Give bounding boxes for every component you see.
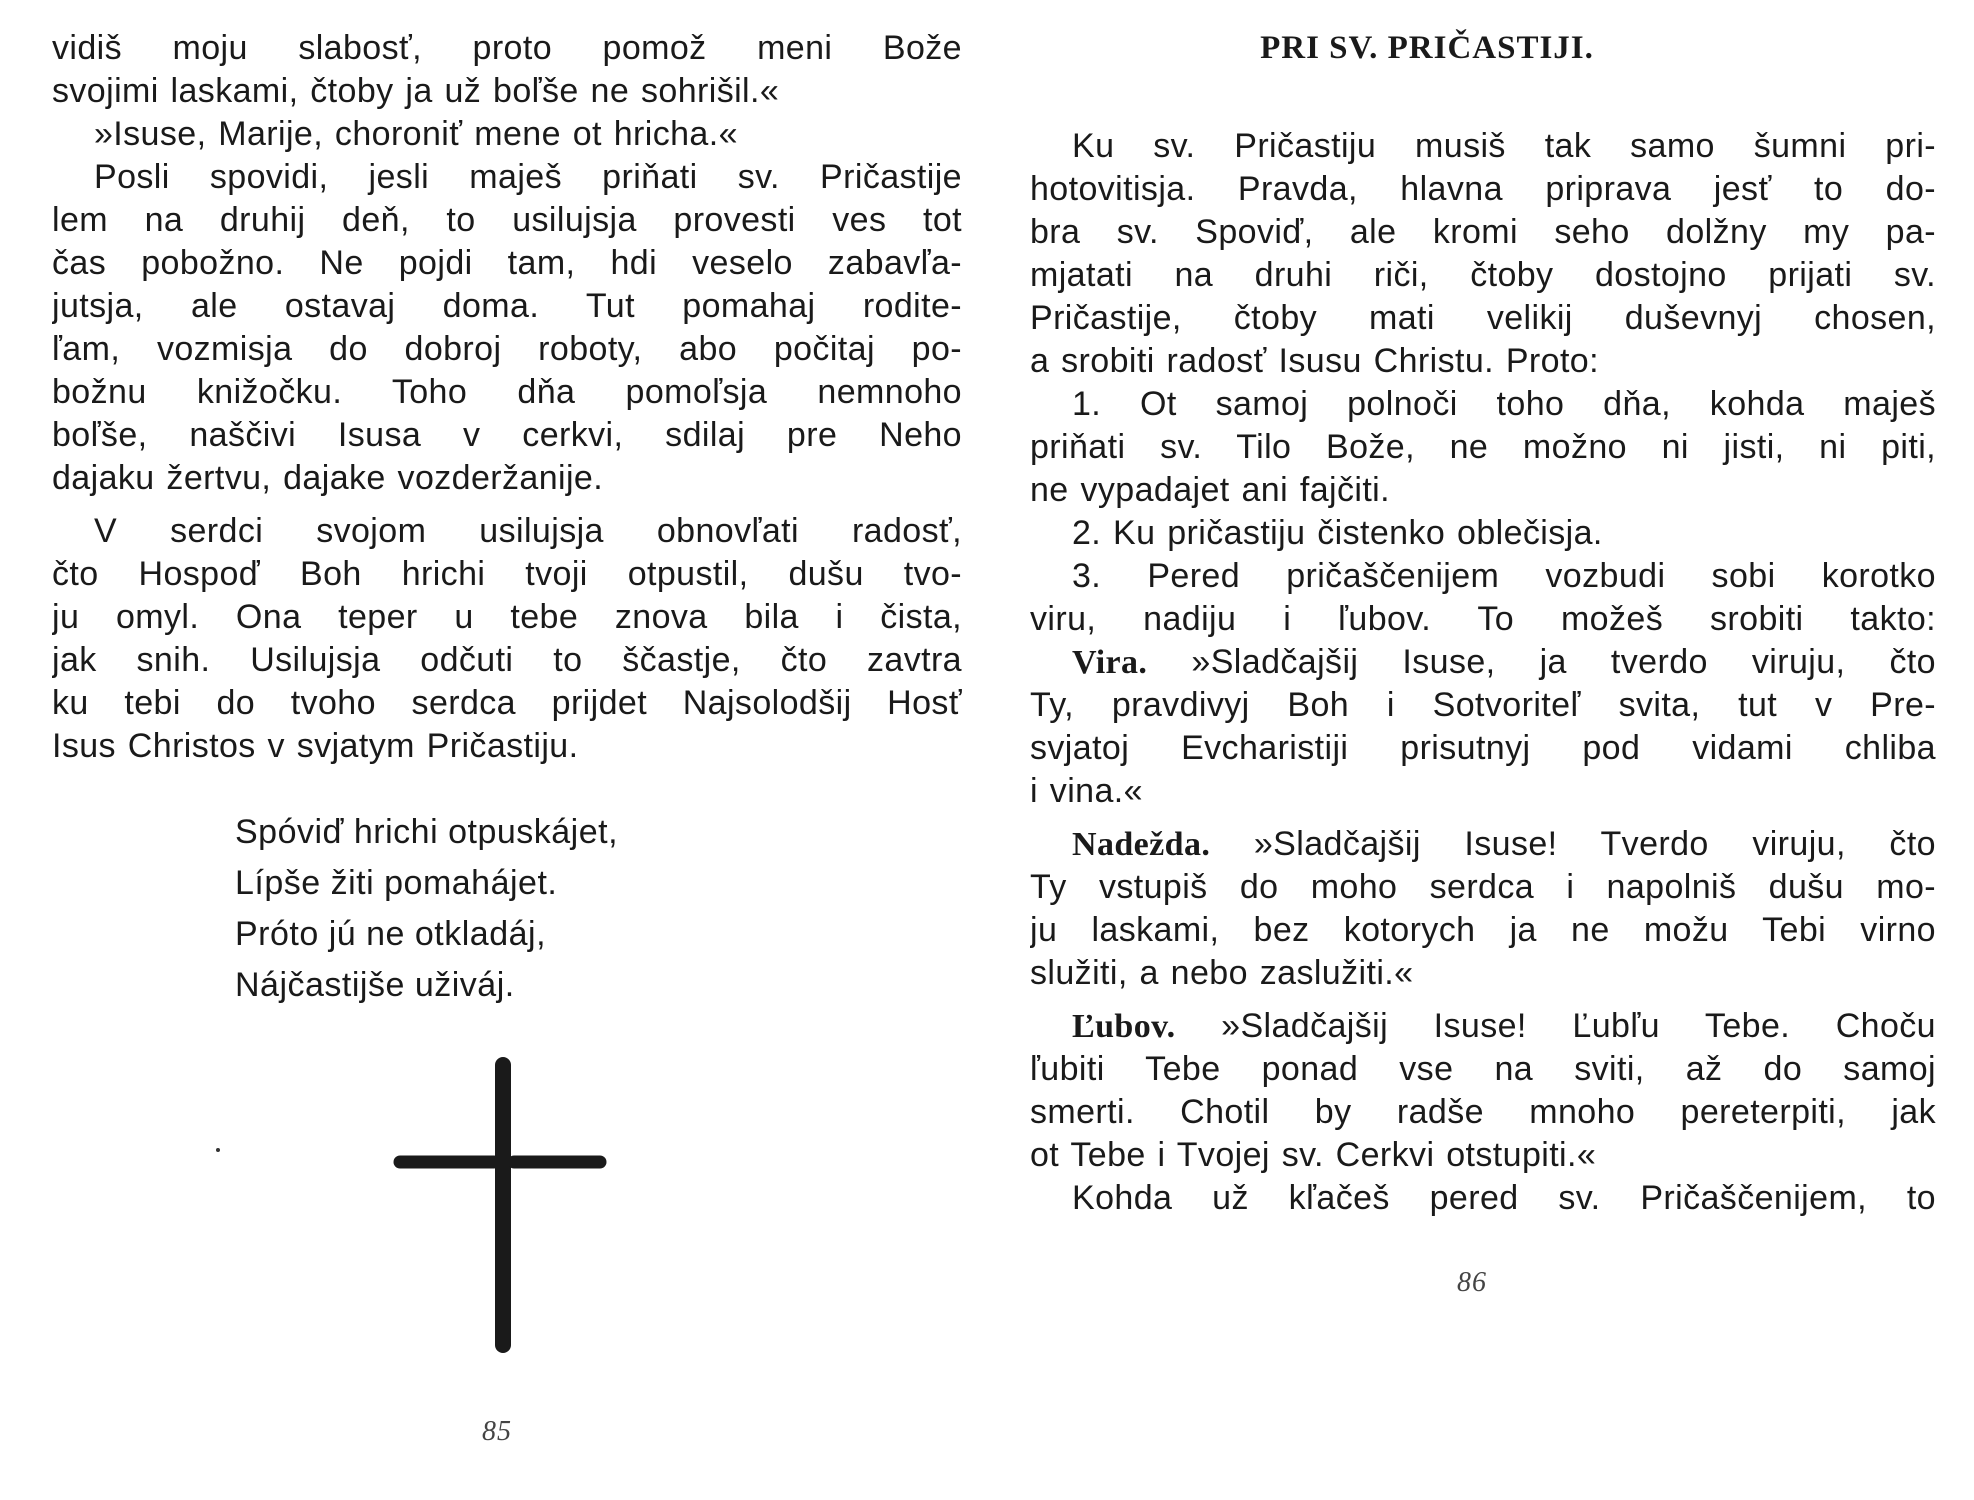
text-line: »Isuse, Marije, choroniť mene ot hricha.« xyxy=(94,115,738,153)
text-line: ku tebi do tvoho serdca prijdet Najsolodšij Hosť xyxy=(52,684,962,722)
right-text-column xyxy=(1030,125,1936,1220)
left-text-column xyxy=(52,27,962,768)
poem-line: Spóviď hrichi otpuskájet, xyxy=(235,813,619,851)
poem-line: Nájčastijše uživáj. xyxy=(235,966,515,1004)
text-line: svjatoj Evcharistiji prisutnyj pod vidami chliba xyxy=(1030,729,1936,767)
text-line: hotovitisja. Pravda, hlavna priprava jesť to do- xyxy=(1030,170,1936,208)
text-fragment: »Sladčajšij Isuse! Tverdo viruju, čto xyxy=(1253,825,1936,863)
text-line: Kohda už kľačeš pered sv. Pričaščenijem, to xyxy=(1072,1179,1936,1217)
text-line: ne vypadajet ani fajčiti. xyxy=(1030,471,1390,509)
text-line: viru, nadiju i ľubov. To možeš srobiti takto: xyxy=(1030,600,1936,638)
text-line: Ty, pravdivyj Boh i Sotvoriteľ svita, tut v Pre- xyxy=(1030,686,1936,724)
text-line: smerti. Chotil by radše mnoho pereterpiti, jak xyxy=(1030,1093,1936,1131)
list-item: 1. Ot samoj polnoči toho dňa, kohda maješ xyxy=(1072,385,1936,423)
text-line: Isus Christos v svjatym Pričastiju. xyxy=(52,727,579,765)
text-line: svojimi laskami, čtoby ja už boľše ne sohrišil.« xyxy=(52,72,780,110)
text-line: Posli spovidi, jesli maješ priňati sv. Pričastije xyxy=(94,158,962,196)
text-line: jutsja, ale ostavaj doma. Tut pomahaj rodite- xyxy=(52,287,962,325)
prayer-label: Vira. xyxy=(1072,644,1148,681)
text-line: ľam, vozmisja do dobroj roboty, abo počitaj po- xyxy=(52,330,962,368)
section-heading: PRI SV. PRIČASTIJI. xyxy=(1260,30,1594,66)
text-line: služiti, a nebo zaslužiti.« xyxy=(1030,954,1414,992)
list-item: 2. Ku pričastiju čistenko oblečisja. xyxy=(1072,514,1603,552)
text-line: Ku sv. Pričastiju musiš tak samo šumni pri- xyxy=(1072,127,1936,165)
text-line: priňati sv. Tilo Bože, ne možno ni jisti, ni piti, xyxy=(1030,428,1936,466)
text-line: boľše, naščivi Isusa v cerkvi, sdilaj pre Neho xyxy=(52,416,962,454)
poem-line: Próto jú ne otkladáj, xyxy=(235,915,547,953)
text-line: a srobiti radosť Isusu Christu. Proto: xyxy=(1030,342,1599,380)
text-line: Ty vstupiš do moho serdca i napolniš dušu mo- xyxy=(1030,868,1936,906)
prayer-label: Nadežda. xyxy=(1072,826,1211,863)
text-line: ot Tebe i Tvojej sv. Cerkvi otstupiti.« xyxy=(1030,1136,1597,1174)
prayer-lubov xyxy=(1030,1005,1936,1048)
text-line: Pričastije, čtoby mati velikij duševnyj chosen, xyxy=(1030,299,1936,337)
text-line: i vina.« xyxy=(1030,772,1143,810)
stray-dot xyxy=(216,1148,220,1152)
prayer-label: Ľubov. xyxy=(1072,1008,1176,1045)
text-line: ju omyl. Ona teper u tebe znova bila i čista, xyxy=(52,598,962,636)
text-line: mjatati na druhi riči, čtoby dostojno prijati sv. xyxy=(1030,256,1936,294)
prayer-vira xyxy=(1030,641,1936,684)
text-line: bra sv. Spoviď, ale kromi seho dolžny my pa- xyxy=(1030,213,1936,251)
text-fragment: »Sladčajšij Isuse! Ľubľu Tebe. Choču xyxy=(1221,1007,1936,1045)
page-number: 85 xyxy=(482,1416,512,1447)
page-number: 86 xyxy=(1457,1267,1487,1298)
text-line: lem na druhij deň, to usilujsja provesti ves tot xyxy=(52,201,962,239)
text-line: božnu knižočku. Toho dňa pomoľsja nemnoho xyxy=(52,373,962,411)
text-line: ju laskami, bez kotorych ja ne možu Tebi virno xyxy=(1030,911,1936,949)
text-fragment: »Sladčajšij Isuse, ja tverdo viruju, čto xyxy=(1191,643,1936,681)
text-line: vidiš moju slabosť, proto pomož meni Bože xyxy=(52,29,962,67)
text-line: jak snih. Usilujsja odčuti to ščastje, čto zavtra xyxy=(52,641,962,679)
text-line: čto Hospoď Boh hrichi tvoji otpustil, dušu tvo- xyxy=(52,555,962,593)
list-item: 3. Pered pričaščenijem vozbudi sobi korotko xyxy=(1072,557,1936,595)
poem-line: Lípše žiti pomahájet. xyxy=(235,864,558,902)
prayer-nadezda xyxy=(1030,823,1936,866)
poem-verse xyxy=(235,807,618,1011)
text-line: čas pobožno. Ne pojdi tam, hdi veselo zabavľa- xyxy=(52,244,962,282)
text-line: dajaku žertvu, dajake vozderžanije. xyxy=(52,459,604,497)
text-line: V serdci svojom usilujsja obnovľati radosť, xyxy=(94,512,962,550)
cross-icon xyxy=(390,1055,610,1355)
text-line: ľubiti Tebe ponad vse na sviti, až do samoj xyxy=(1030,1050,1936,1088)
right-page xyxy=(987,0,1974,1500)
